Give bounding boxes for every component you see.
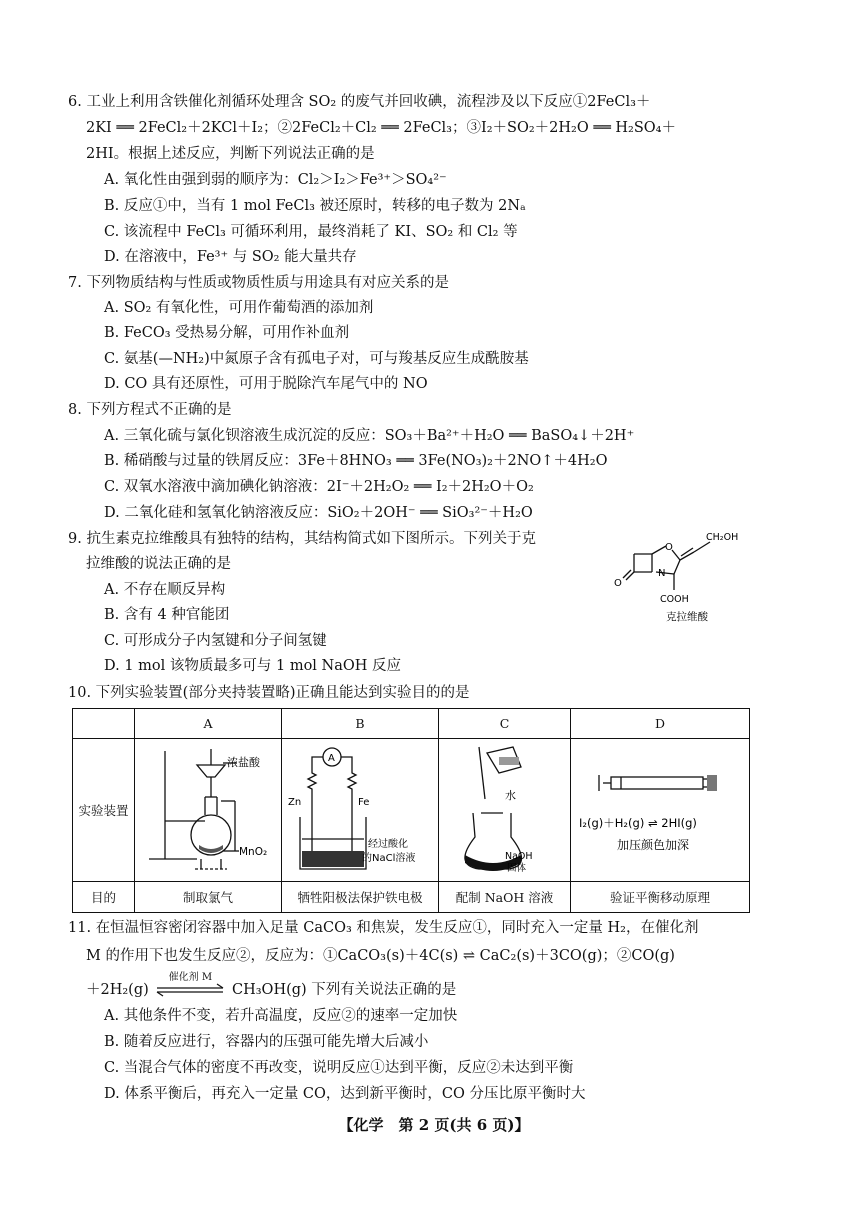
apparatus-d-cell (571, 739, 750, 882)
q11-line3-reactants: ＋2H₂(g) (86, 982, 149, 998)
q9-stem-line1: 9. 抗生素克拉维酸具有独特的结构，其结构简式如下图所示。下列关于克 (68, 531, 536, 547)
purpose-a: 制取氯气 (135, 882, 282, 913)
zn-electrode-label: Zn (288, 797, 302, 808)
table-apparatus-row (73, 739, 750, 882)
q6-option-c: C. 该流程中 FeCl₃ 可循环利用，最终消耗了 KI、SO₂ 和 Cl₂ 等 (104, 224, 518, 240)
clavulanic-acid-structure (614, 528, 754, 624)
sacrificial-anode-diagram (282, 739, 438, 881)
q7-option-c: C. 氨基(—NH₂)中氮原子含有孤电子对，可与羧基反应生成酰胺基 (104, 351, 529, 367)
q11-option-a: A. 其他条件不变，若升高温度，反应②的速率一定加快 (104, 1008, 458, 1024)
mol-carbonyl-o: O (614, 578, 622, 589)
apparatus-b-cell (282, 739, 439, 882)
q7-option-d: D. CO 具有还原性，可用于脱除汽车尾气中的 NO (104, 376, 428, 392)
q6-option-d: D. 在溶液中，Fe³⁺ 与 SO₂ 能大量共存 (104, 249, 357, 265)
apparatus-c-cell (439, 739, 571, 882)
mol-n-atom: N (658, 568, 666, 579)
table-header-a: A (135, 709, 282, 739)
q6-stem-line3: 2HI。根据上述反应，判断下列说法正确的是 (86, 146, 375, 162)
conc-hcl-label: 浓盐酸 (227, 756, 260, 769)
q8-option-c: C. 双氧水溶液中滴加碘化钠溶液：2I⁻＋2H₂O₂ ══ I₂＋2H₂O＋O₂ (104, 479, 534, 495)
q8-stem: 8. 下列方程式不正确的是 (68, 402, 232, 418)
pressure-color-note: 加压颜色加深 (617, 838, 690, 852)
q11-option-b: B. 随着反应进行，容器内的压强可能先增大后减小 (104, 1034, 429, 1050)
q7-option-a: A. SO₂ 有氧化性，可用作葡萄酒的添加剂 (104, 300, 374, 316)
equilibrium-equation: I₂(g)＋H₂(g) ⇌ 2HI(g) (579, 816, 697, 830)
q10-stem: 10. 下列实验装置(部分夹持装置略)正确且能达到实验目的的是 (68, 685, 470, 701)
purpose-d: 验证平衡移动原理 (571, 882, 750, 913)
table-header-row (73, 709, 750, 739)
q6-stem-line1: 6. 工业上利用含铁催化剂循环处理含 SO₂ 的废气并回收碘，流程涉及以下反应①2FeCl₃＋ (68, 94, 651, 110)
q6-option-a: A. 氧化性由强到弱的顺序为：Cl₂＞I₂＞Fe³⁺＞SO₄²⁻ (104, 172, 447, 188)
table-header-b: B (282, 709, 439, 739)
q9-stem-line2: 拉维酸的说法正确的是 (86, 556, 231, 572)
naoh-label-1: NaOH (505, 851, 533, 862)
q7-option-b: B. FeCO₃ 受热易分解，可用作补血剂 (104, 325, 350, 341)
row-label-purpose: 目的 (73, 882, 135, 913)
row-label-apparatus: 实验装置 (73, 739, 135, 882)
acidified-label-2: 的NaCl溶液 (362, 853, 416, 864)
q7-stem: 7. 下列物质结构与性质或物质性质与用途具有对应关系的是 (68, 275, 449, 291)
fe-electrode-label: Fe (358, 797, 370, 808)
mno2-label: MnO₂ (239, 846, 268, 858)
acidified-label-1: 经过酸化 (368, 839, 408, 850)
q11-option-c: C. 当混合气体的密度不再改变，说明反应①达到平衡，反应②未达到平衡 (104, 1060, 574, 1076)
q6-option-b: B. 反应①中，当有 1 mol FeCl₃ 被还原时，转移的电子数为 2Nₐ (104, 198, 526, 214)
q11-stem-line1: 11. 在恒温恒容密闭容器中加入足量 CaCO₃ 和焦炭，发生反应①，同时充入一定量 H₂，在催化剂 (68, 920, 699, 936)
q11-stem-line3 (86, 972, 457, 1006)
syringe-diagram (571, 739, 749, 881)
q11-stem-line2: M 的作用下也发生反应②，反应为：①CaCO₃(s)＋4C(s) ⇌ CaC₂(s)＋3CO(g)；②CO(g) (86, 948, 675, 964)
mol-o-atom: O (665, 542, 673, 553)
q6-stem-line2: 2KI ══ 2FeCl₂＋2KCl＋I₂；②2FeCl₂＋Cl₂ ══ 2FeCl₃；③I₂＋SO₂＋2H₂O ══ H₂SO₄＋ (86, 120, 676, 136)
catalyst-arrow (153, 972, 227, 1006)
q10-experiment-table (72, 708, 750, 913)
mol-cooh-label: COOH (660, 594, 689, 605)
volumetric-flask-diagram (439, 739, 570, 881)
chlorine-generator-diagram (135, 739, 281, 881)
ammeter-label: A (328, 753, 335, 764)
table-header-c: C (439, 709, 571, 739)
table-header-empty (73, 709, 135, 739)
purpose-c: 配制 NaOH 溶液 (439, 882, 571, 913)
q11-line3-products: CH₃OH(g) 下列有关说法正确的是 (232, 982, 457, 998)
catalyst-label: 催化剂 M (168, 972, 213, 983)
mol-ch2oh-label: CH₂OH (706, 532, 739, 543)
q9-option-c: C. 可形成分子内氢键和分子间氢键 (104, 633, 327, 649)
mol-name-label: 克拉维酸 (666, 611, 708, 623)
table-purpose-row (73, 882, 750, 913)
q8-option-b: B. 稀硝酸与过量的铁屑反应：3Fe＋8HNO₃ ══ 3Fe(NO₃)₂＋2NO↑＋4H₂O (104, 453, 608, 469)
page-footer: 【化学 第 2 页(共 6 页)】 (338, 1116, 530, 1134)
q9-option-d: D. 1 mol 该物质最多可与 1 mol NaOH 反应 (104, 658, 402, 674)
table-header-d: D (571, 709, 750, 739)
q8-option-a: A. 三氧化硫与氯化钡溶液生成沉淀的反应：SO₃＋Ba²⁺＋H₂O ══ BaSO₄↓＋2H⁺ (104, 428, 635, 444)
q9-option-b: B. 含有 4 种官能团 (104, 607, 230, 623)
q9-option-a: A. 不存在顺反异构 (104, 582, 226, 598)
purpose-b: 牺牲阳极法保护铁电极 (282, 882, 439, 913)
water-label: 水 (505, 789, 516, 802)
q8-option-d: D. 二氧化硅和氢氧化钠溶液反应：SiO₂＋2OH⁻ ══ SiO₃²⁻＋H₂O (104, 505, 533, 521)
q11-option-d: D. 体系平衡后，再充入一定量 CO，达到新平衡时，CO 分压比原平衡时大 (104, 1086, 586, 1102)
apparatus-a-cell (135, 739, 282, 882)
naoh-label-2: 固体 (507, 863, 527, 874)
